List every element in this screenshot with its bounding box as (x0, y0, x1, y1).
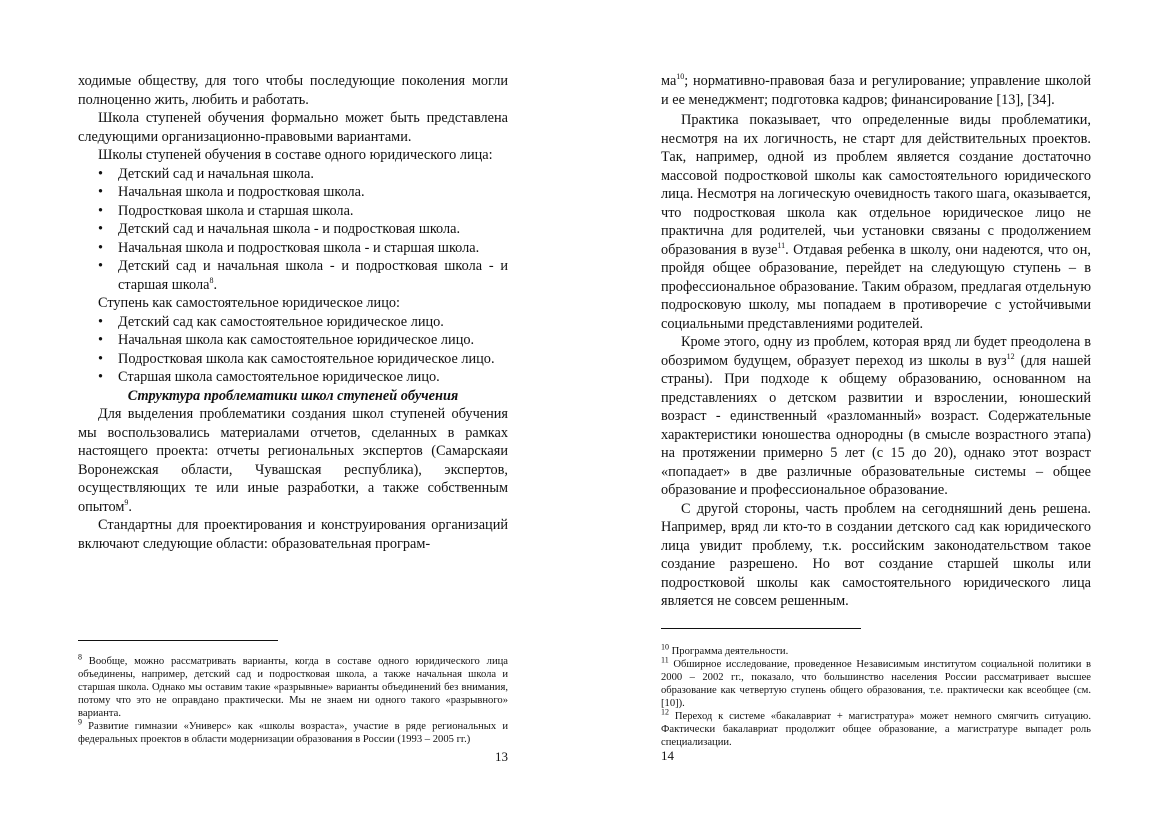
list-item: • Детский сад как самостоятельное юридическое лицо. (78, 313, 508, 332)
footnotes (661, 628, 1091, 749)
paragraph-continuation: ходимые обществу, для того чтобы последующие поколения могли полноценно жить, любить и работать. (78, 73, 508, 108)
list-item-text: Детский сад и начальная школа - и подростковая школа - и старшая школа (118, 258, 508, 293)
list-item: • Старшая школа самостоятельное юридическое лицо. (78, 368, 508, 387)
page-body (661, 72, 1091, 611)
list-item: • Начальная школа как самостоятельное юридическое лицо. (78, 331, 508, 350)
list-item: • Начальная школа и подростковая школа. (78, 183, 508, 202)
page-number: 13 (495, 749, 508, 764)
paragraph (661, 333, 1091, 500)
footnote-text: Развитие гимназии «Универс» как «школы возраста», участие в ряде региональных и федеральных проектов в области модернизации образования в России (1993 – 2005 гг.) (78, 721, 508, 745)
paragraph-end: . (128, 498, 132, 515)
footnote-text: Вообще, можно рассматривать варианты, когда в составе одного юридического лица объединены, например, детский сад и подростковая школа, а также начальная школа и старшая школа. Однако мы оставим такие «разрывные» варианты объединений без внимания, потому что это не оправдано практически. Мы не знаем ни одного такого «разрывного» варианта. (78, 656, 508, 719)
paragraph-text: ма (661, 73, 677, 89)
footnote-number: 8 (78, 652, 82, 662)
paragraph-text: Для выделения проблематики создания школ ступеней обучения мы воспользовались материалами отчетов, сделанных в рамках настоящего проекта: отчеты региональных экспертов (Самарскаяи Воронежская области, Чувашская республика), экспертов, осуществляющих те или иные разработки, а также собственным опытом (78, 406, 508, 515)
paragraph: С другой стороны, часть проблем на сегодняшний день решена. Например, вряд ли кто-то в создании детского сад как юридического лица увидит проблему, т.к. российским законодательством такое создание разрешено. Но вот создание старшей школы или подростковой школы как самостоятельного юридического лица является не совсем решенным. (661, 500, 1091, 609)
page-13 (78, 72, 508, 764)
list-item: • Начальная школа и подростковая школа - и старшая школа. (78, 239, 508, 258)
list-item-end: . (213, 276, 218, 293)
footnote (661, 642, 1091, 658)
footnote-text: Программа деятельности. (669, 646, 789, 657)
list-item: • Подростковая школа как самостоятельное юридическое лицо. (78, 350, 508, 369)
list-item (78, 257, 508, 294)
section-heading: Структура проблематики школ ступеней обучения (127, 387, 459, 404)
bullet-list (78, 165, 508, 295)
footnote (78, 652, 508, 720)
footnote-ref: 10 (676, 72, 685, 82)
footnote-number: 10 (661, 642, 669, 652)
bullet-list (78, 313, 508, 387)
footnote-text: Обширное исследование, проведенное Независимым институтом социальной политики в 2000 – 2002 гг., показало, что большинство населения России рассматривает высшее образование как четвертую ступень общего образования, т.е. практически как всеобщее (см. [10]). (661, 659, 1091, 709)
paragraph: Ступень как самостоятельное юридическое лицо: (98, 295, 400, 311)
footnote-number: 12 (661, 707, 669, 717)
footnote-divider (661, 628, 861, 629)
footnote-ref: 11 (777, 240, 786, 250)
list-item: • Подростковая школа и старшая школа. (78, 202, 508, 221)
footnote-divider (78, 640, 278, 641)
footnote (78, 717, 508, 746)
page-14 (661, 72, 1092, 763)
paragraph: Стандартны для проектирования и конструирования организаций включают следующие области: образовательная програм- (78, 517, 508, 552)
footnote (661, 707, 1091, 749)
footnote-number: 11 (661, 655, 669, 665)
footnote-text: Переход к системе «бакалавриат + магистратура» может немного смягчить ситуацию. Фактически бакалавриат продолжит общее образование, а магистратуре выпадет роль специализации. (661, 711, 1091, 748)
paragraph-text: . Отдавая ребенка в школу, они надеются, что он, пройдя общее образование, перейдет на следующую ступень – в профессиональное образование. Таким образом, предлагая отдельную подросковую школу, мы попадаем в противоречие с устойчивыми социальными представлениями родителей. (661, 241, 1092, 332)
page-body (78, 72, 508, 553)
paragraph-text: ; нормативно-правовая база и регулирование; управление школой и ее менеджмент; подготовка кадров; финансирование [13], [34]. (661, 73, 1091, 108)
paragraph-text: Кроме этого, одну из проблем, которая вряд ли будет преодолена в обозримом будущем, образует переход из школы в вуз (661, 334, 1091, 369)
footnote-ref: 9 (124, 497, 129, 507)
paragraph: Школы ступеней обучения в составе одного юридического лица: (98, 147, 493, 163)
paragraph-text: (для нашей страны). При подходе к общему образованию, основанном на представлениях о детском развитии и взрослении, юношеский возраст - единственный «разломанный» возраст. Содержательные характеристики юношества однородны (в смысле возрастного этапа) на протяжении примерно 5 лет (с 15 до 20), однако этот возраст «попадает» в две различные образовательные системы – общее образование и профессиональное образование. (661, 352, 1091, 498)
footnotes (78, 640, 508, 746)
footnote-number: 9 (78, 717, 82, 727)
paragraph-continuation (661, 72, 1091, 109)
paragraph (661, 111, 1091, 333)
list-item: • Детский сад и начальная школа - и подростковая школа. (78, 220, 508, 239)
paragraph (78, 405, 508, 516)
page-number: 14 (661, 748, 674, 763)
footnote-ref: 8 (209, 275, 214, 285)
paragraph-text: Практика показывает, что определенные виды проблематики, несмотря на их логичность, не старт для действительных проектов. Так, например, одной из проблем является создание достаточно массовой подростковой школы как самостоятельного юридического лица. Несмотря на логическую очевидность такого шага, оказывается, что подростковая школа как отдельное юридическое лицо не практична для родителей, чьи установки связаны с продолжением образования в вузе (661, 112, 1091, 258)
footnote-ref: 12 (1006, 351, 1015, 361)
footnote (661, 655, 1091, 710)
list-item: • Детский сад и начальная школа. (78, 165, 508, 184)
paragraph: Школа ступеней обучения формально может быть представлена следующими организационно-правовыми вариантами. (78, 110, 508, 145)
